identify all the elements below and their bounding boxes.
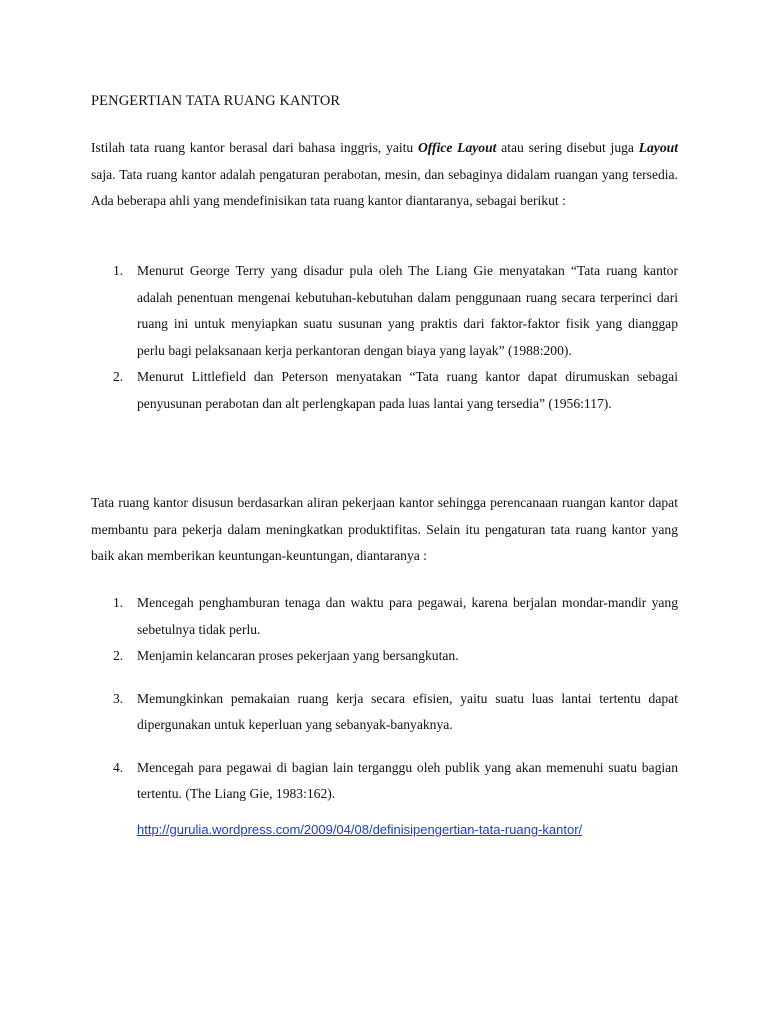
list-item-text: Menurut Littlefield dan Peterson menyatakan “Tata ruang kantor dapat dirumuskan sebagai penyusunan perabotan dan alt perlengkapan pada luas lantai yang tersedia” (1956:117).: [137, 369, 678, 411]
benefits-intro-paragraph: Tata ruang kantor disusun berdasarkan aliran pekerjaan kantor sehingga perencanaan ruangan kantor dapat membantu para pekerja dalam meningkatkan produktifitas. Selain itu pengaturan tata ruang kantor yang baik akan memberikan keuntungan-keuntungan, diantaranya :: [91, 495, 678, 563]
list-item: [91, 643, 678, 670]
intro-text-2: atau sering disebut juga: [496, 140, 639, 155]
benefits-list: [91, 590, 678, 808]
list-item-text: Menurut George Terry yang disadur pula oleh The Liang Gie menyatakan “Tata ruang kantor adalah penentuan mengenai kebutuhan-kebutuhan dalam penggunaan ruang secara terperinci dari ruang ini untuk menyiapkan suatu susunan yang praktis dari faktor-faktor fisik yang dianggap perlu bagi pelaksanaan kerja perkantoran dengan biaya yang layak” (1988:200).: [137, 263, 678, 358]
intro-paragraph: [91, 135, 678, 215]
list-item-number: 4.: [113, 759, 124, 775]
list-item-text: Mencegah penghamburan tenaga dan waktu para pegawai, karena berjalan mondar-mandir yang sebetulnya tidak perlu.: [137, 595, 678, 637]
office-layout-term: Office Layout: [417, 140, 497, 155]
source-link-line: [137, 822, 582, 837]
list-item-number: 2.: [113, 369, 124, 384]
list-item-number: 2.: [113, 648, 124, 663]
list-item-number: 1.: [113, 595, 124, 610]
intro-text-1: Istilah tata ruang kantor berasal dari bahasa inggris, yaitu: [91, 140, 418, 155]
list-item: [91, 258, 678, 364]
list-item-number: 3.: [113, 690, 124, 706]
list-item-text: Memungkinkan pemakaian ruang kerja secara efisien, yaitu suatu luas lantai tertentu dapat dipergunakan untuk keperluan yang sebanyak-banyaknya.: [137, 690, 678, 732]
definitions-list: [91, 258, 678, 417]
intro-text-3: saja. Tata ruang kantor adalah pengaturan perabotan, mesin, dan sebaginya didalam ruangan yang tersedia. Ada beberapa ahli yang mendefinisikan tata ruang kantor diantaranya, sebagai berikut :: [91, 166, 678, 208]
list-item: [91, 755, 678, 808]
list-item-text: Mencegah para pegawai di bagian lain terganggu oleh publik yang akan memenuhi suatu bagian tertentu. (The Liang Gie, 1983:162).: [137, 759, 678, 801]
list-item: [91, 364, 678, 417]
list-item-text: Menjamin kelancaran proses pekerjaan yang bersangkutan.: [137, 648, 459, 663]
source-link[interactable]: http://gurulia.wordpress.com/2009/04/08/definisipengertian-tata-ruang-kantor/: [137, 822, 583, 837]
layout-term: Layout: [638, 140, 678, 155]
list-item: [91, 590, 678, 643]
list-item-number: 1.: [113, 263, 124, 278]
list-item: [91, 686, 678, 739]
page-title: PENGERTIAN TATA RUANG KANTOR: [91, 93, 341, 109]
